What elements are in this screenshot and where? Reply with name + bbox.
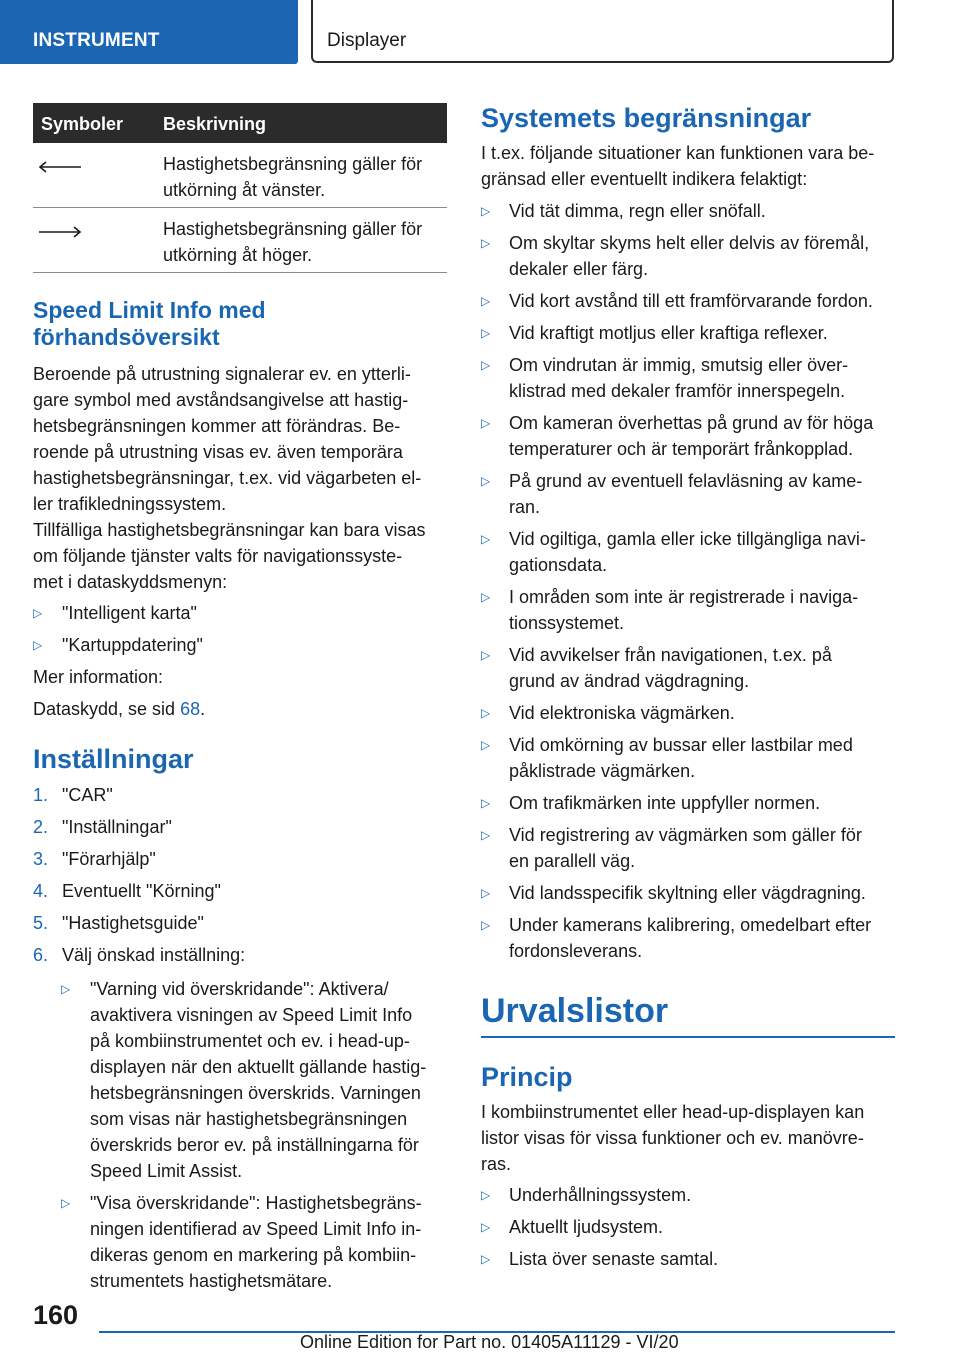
list-item: ▷ I områden som inte är registrerade i naviga- tionssystemet. xyxy=(481,584,895,636)
triangle-bullet-icon: ▷ xyxy=(61,1196,71,1210)
triangle-bullet-icon: ▷ xyxy=(481,648,491,662)
services-list xyxy=(33,600,447,658)
list-item: ▷ Om kameran överhettas på grund av för höga temperaturer och är temporärt frånkopplad. xyxy=(481,410,895,462)
list-item: ▷ På grund av eventuell felavläsning av kame- ran. xyxy=(481,468,895,520)
page-number: 160 xyxy=(33,1300,79,1330)
settings-heading: Inställningar xyxy=(33,744,194,774)
edition-text: Online Edition for Part no. 01405A11129 - VI/20 xyxy=(300,1332,679,1352)
list-item: ▷ Vid tät dimma, regn eller snöfall. xyxy=(481,198,895,224)
triangle-bullet-icon: ▷ xyxy=(481,828,491,842)
arrow-right-icon xyxy=(37,225,83,239)
chapter-header xyxy=(311,0,894,63)
triangle-bullet-icon: ▷ xyxy=(481,590,491,604)
list-item: ▷ Underhållningssystem. xyxy=(481,1182,895,1208)
section-label: INSTRUMENT xyxy=(33,30,160,51)
triangle-bullet-icon: ▷ xyxy=(481,1220,491,1234)
heading-divider xyxy=(481,1036,895,1038)
list-item: ▷ Lista över senaste samtal. xyxy=(481,1246,895,1272)
limitations-list xyxy=(481,198,895,970)
chapter-title: Displayer xyxy=(327,30,407,51)
limitations-heading: Systemets begränsningar xyxy=(481,103,812,133)
list-item: ▷ Vid landsspecifik skyltning eller vägdragning. xyxy=(481,880,895,906)
speed-limit-paragraph-2: Tillfälliga hastighetsbegränsningar kan bara visas om följande tjänster valts för navigationssyste- met i dataskyddsmenyn: xyxy=(33,520,426,592)
page-link[interactable]: 68 xyxy=(180,699,201,719)
row-description: Hastighetsbegränsning gäller för utkörning åt höger. xyxy=(163,219,423,265)
arrow-left-icon xyxy=(37,160,83,174)
settings-steps xyxy=(33,782,447,968)
list-item: ▷ Aktuellt ljudsystem. xyxy=(481,1214,895,1240)
triangle-bullet-icon: ▷ xyxy=(481,738,491,752)
list-item: 1. "CAR" xyxy=(33,785,113,805)
list-item: ▷ Vid omkörning av bussar eller lastbilar med påklistrade vägmärken. xyxy=(481,732,895,784)
settings-options xyxy=(61,976,447,1294)
table-row xyxy=(33,143,447,208)
list-item: ▷ Vid elektroniska vägmärken. xyxy=(481,700,895,726)
list-item: ▷ Vid ogiltiga, gamla eller icke tillgängliga navi- gationsdata. xyxy=(481,526,895,578)
list-item: 2. "Inställningar" xyxy=(33,817,172,837)
principle-intro: I kombiinstrumentet eller head-up-displayen kan listor visas för vissa funktioner och ev. manövre- ras. xyxy=(481,1102,865,1174)
list-item: ▷ Under kamerans kalibrering, omedelbart efter fordonsleverans. xyxy=(481,912,895,964)
triangle-bullet-icon: ▷ xyxy=(481,236,491,250)
triangle-bullet-icon: ▷ xyxy=(33,606,43,620)
limitations-intro: I t.ex. följande situationer kan funktionen vara be- gränsad eller eventuellt indikera felaktigt: xyxy=(481,143,875,189)
triangle-bullet-icon: ▷ xyxy=(481,1252,491,1266)
selection-lists-heading: Urvalslistor xyxy=(481,992,669,1030)
triangle-bullet-icon: ▷ xyxy=(61,982,71,996)
list-item: 3. "Förarhjälp" xyxy=(33,849,156,869)
triangle-bullet-icon: ▷ xyxy=(481,532,491,546)
row-description: Hastighetsbegränsning gäller för utkörning åt vänster. xyxy=(163,154,423,200)
triangle-bullet-icon: ▷ xyxy=(481,204,491,218)
triangle-bullet-icon: ▷ xyxy=(481,796,491,810)
table-row xyxy=(33,208,447,273)
triangle-bullet-icon: ▷ xyxy=(481,416,491,430)
list-item: ▷ Vid kraftigt motljus eller kraftiga reflexer. xyxy=(481,320,895,346)
section-tab xyxy=(0,0,298,64)
triangle-bullet-icon: ▷ xyxy=(481,886,491,900)
list-item: ▷ Om vindrutan är immig, smutsig eller över- klistrad med dekaler framför innerspegeln. xyxy=(481,352,895,404)
triangle-bullet-icon: ▷ xyxy=(481,474,491,488)
triangle-bullet-icon: ▷ xyxy=(481,918,491,932)
list-item: ▷ "Intelligent karta" xyxy=(33,600,447,626)
col-symbol-header: Symboler xyxy=(41,114,124,134)
principle-heading: Princip xyxy=(481,1062,573,1092)
list-item: 6. Välj önskad inställning: xyxy=(33,945,246,965)
list-item: 4. Eventuellt "Körning" xyxy=(33,881,221,901)
list-item: ▷ "Kartuppdatering" xyxy=(33,632,447,658)
symbol-table xyxy=(33,103,447,273)
list-item: ▷ "Visa överskridande": Hastighetsbegräns- ningen identifierad av Speed Limit Info in- dikeras genom en markering på kombiin- strumentets hastighetsmätare. xyxy=(61,1190,447,1294)
list-item: ▷ Vid avvikelser från navigationen, t.ex. på grund av ändrad vägdragning. xyxy=(481,642,895,694)
triangle-bullet-icon: ▷ xyxy=(481,358,491,372)
triangle-bullet-icon: ▷ xyxy=(481,706,491,720)
triangle-bullet-icon: ▷ xyxy=(481,1188,491,1202)
triangle-bullet-icon: ▷ xyxy=(481,294,491,308)
col-desc-header: Beskrivning xyxy=(163,114,267,134)
triangle-bullet-icon: ▷ xyxy=(33,638,43,652)
selection-lists xyxy=(481,1182,895,1272)
list-item: ▷ Vid registrering av vägmärken som gäller för en parallell väg. xyxy=(481,822,895,874)
triangle-bullet-icon: ▷ xyxy=(481,326,491,340)
list-item: ▷ Om trafikmärken inte uppfyller normen. xyxy=(481,790,895,816)
list-item: ▷ Vid kort avstånd till ett framförvarande fordon. xyxy=(481,288,895,314)
list-item: ▷ "Varning vid överskridande": Aktivera/ avaktivera visningen av Speed Limit Info på kombiinstrumentet och ev. i head-up- displayen när den aktuellt gällande hastig- hetsbegränsningen överskrids. Varningen som visas när hastighetsbegränsningen överskrids beror ev. på inställningarna för Speed Limit Assist. xyxy=(61,976,447,1184)
speed-limit-heading: Speed Limit Info med förhandsöversikt xyxy=(33,297,266,350)
table-header xyxy=(33,103,447,143)
data-protection-reference: Dataskydd, se sid 68. xyxy=(33,699,206,719)
list-item: ▷ Om skyltar skyms helt eller delvis av föremål, dekaler eller färg. xyxy=(481,230,895,282)
more-info-label: Mer information: xyxy=(33,667,164,687)
list-item: 5. "Hastighetsguide" xyxy=(33,913,204,933)
speed-limit-paragraph-1: Beroende på utrustning signalerar ev. en ytterli- gare symbol med avståndsangivelse att hastig- hetsbegränsningen kommer att förändras. Be- roende på utrustning visas ev. även temporära hastighetsbegränsningar, t.ex. vid vägarbeten el- ler trafikledningssystem. xyxy=(33,364,422,514)
